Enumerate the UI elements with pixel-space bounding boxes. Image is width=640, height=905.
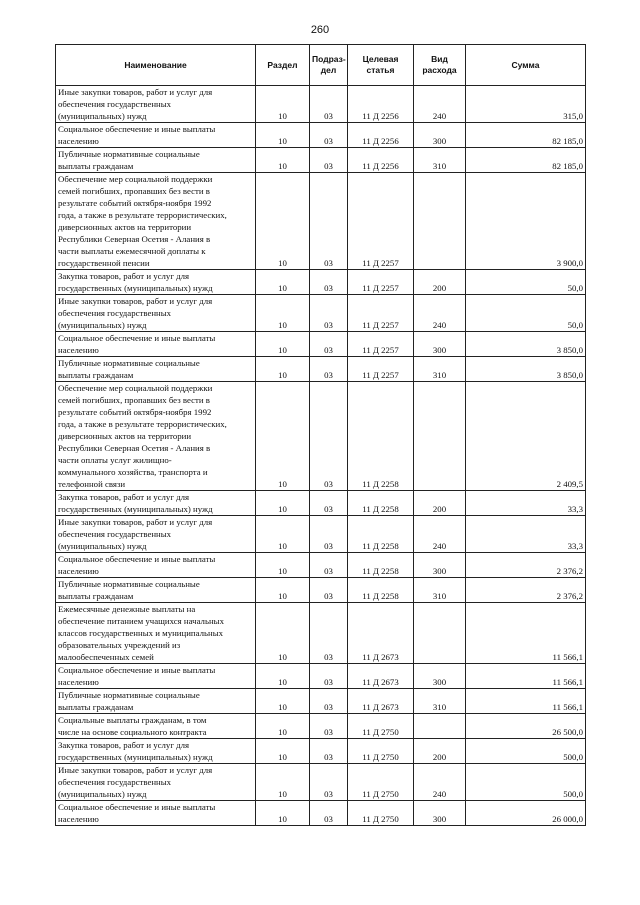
row-article-cell: 11 Д 2673	[348, 664, 414, 689]
row-amount-cell: 315,0	[466, 86, 586, 123]
header-expense-type: Вид расхода	[414, 45, 466, 86]
row-subsection-cell: 03	[310, 578, 348, 603]
row-name-cell: Публичные нормативные социальные выплаты гражданам	[56, 578, 256, 603]
row-article-cell: 11 Д 2750	[348, 739, 414, 764]
row-name-cell: Иные закупки товаров, работ и услуг для обеспечения государственных (муниципальных) нужд	[56, 764, 256, 801]
row-section-cell: 10	[256, 689, 310, 714]
row-name-cell: Иные закупки товаров, работ и услуг для обеспечения государственных (муниципальных) нужд	[56, 86, 256, 123]
row-article-cell: 11 Д 2257	[348, 295, 414, 332]
header-section: Раздел	[256, 45, 310, 86]
header-target-article: Целевая статья	[348, 45, 414, 86]
row-kind-cell: 310	[414, 578, 466, 603]
row-kind-cell: 310	[414, 357, 466, 382]
row-subsection-cell: 03	[310, 295, 348, 332]
row-subsection-cell: 03	[310, 491, 348, 516]
budget-table	[55, 44, 586, 826]
row-section-cell: 10	[256, 382, 310, 491]
row-article-cell: 11 Д 2258	[348, 553, 414, 578]
row-amount-cell: 500,0	[466, 764, 586, 801]
row-name-cell: Социальное обеспечение и иные выплаты населению	[56, 123, 256, 148]
row-name-cell: Обеспечение мер социальной поддержки семей погибших, пропавших без вести в результате событий октября-ноября 1992 года, а также в результате террористических, диверсионных актов на территории Республики Северная Осетия - Алания в части оплаты услуг жилищно- коммунального хозяйства, транспорта и телефонной связи	[56, 382, 256, 491]
row-subsection-cell: 03	[310, 553, 348, 578]
row-amount-cell: 82 185,0	[466, 148, 586, 173]
row-article-cell: 11 Д 2750	[348, 714, 414, 739]
row-section-cell: 10	[256, 295, 310, 332]
row-kind-cell: 300	[414, 801, 466, 826]
row-kind-cell: 300	[414, 664, 466, 689]
table-row	[56, 553, 586, 578]
table-row	[56, 714, 586, 739]
row-kind-cell: 310	[414, 148, 466, 173]
row-article-cell: 11 Д 2257	[348, 332, 414, 357]
row-amount-cell: 11 566,1	[466, 689, 586, 714]
table-row	[56, 123, 586, 148]
row-kind-cell: 240	[414, 86, 466, 123]
row-article-cell: 11 Д 2256	[348, 123, 414, 148]
row-article-cell: 11 Д 2673	[348, 603, 414, 664]
row-name-cell: Социальное обеспечение и иные выплаты населению	[56, 801, 256, 826]
row-name-cell: Публичные нормативные социальные выплаты гражданам	[56, 689, 256, 714]
table-row	[56, 764, 586, 801]
table-row	[56, 295, 586, 332]
row-amount-cell: 50,0	[466, 295, 586, 332]
row-name-cell: Социальное обеспечение и иные выплаты населению	[56, 664, 256, 689]
row-amount-cell: 11 566,1	[466, 603, 586, 664]
row-name-cell: Ежемесячные денежные выплаты на обеспечение питанием учащихся начальных классов государственных и муниципальных образовательных учреждений из малообеспеченных семей	[56, 603, 256, 664]
row-subsection-cell: 03	[310, 764, 348, 801]
row-section-cell: 10	[256, 739, 310, 764]
row-section-cell: 10	[256, 173, 310, 270]
table-row	[56, 664, 586, 689]
table-row	[56, 801, 586, 826]
page-number: 260	[310, 24, 330, 36]
table-row	[56, 603, 586, 664]
row-section-cell: 10	[256, 764, 310, 801]
table-row	[56, 739, 586, 764]
row-section-cell: 10	[256, 123, 310, 148]
row-amount-cell: 26 000,0	[466, 801, 586, 826]
row-article-cell: 11 Д 2257	[348, 173, 414, 270]
row-subsection-cell: 03	[310, 357, 348, 382]
table-header-row	[56, 45, 586, 86]
row-amount-cell: 2 376,2	[466, 578, 586, 603]
row-section-cell: 10	[256, 332, 310, 357]
row-name-cell: Иные закупки товаров, работ и услуг для обеспечения государственных (муниципальных) нужд	[56, 295, 256, 332]
row-kind-cell: 200	[414, 491, 466, 516]
row-name-cell: Закупка товаров, работ и услуг для государственных (муниципальных) нужд	[56, 491, 256, 516]
row-amount-cell: 3 900,0	[466, 173, 586, 270]
row-kind-cell: 240	[414, 764, 466, 801]
row-article-cell: 11 Д 2258	[348, 516, 414, 553]
row-name-cell: Закупка товаров, работ и услуг для государственных (муниципальных) нужд	[56, 739, 256, 764]
row-subsection-cell: 03	[310, 148, 348, 173]
row-name-cell: Публичные нормативные социальные выплаты гражданам	[56, 148, 256, 173]
row-section-cell: 10	[256, 86, 310, 123]
row-article-cell: 11 Д 2258	[348, 578, 414, 603]
table-row	[56, 173, 586, 270]
row-subsection-cell: 03	[310, 173, 348, 270]
row-kind-cell: 200	[414, 739, 466, 764]
row-article-cell: 11 Д 2673	[348, 689, 414, 714]
row-amount-cell: 3 850,0	[466, 357, 586, 382]
row-subsection-cell: 03	[310, 603, 348, 664]
row-amount-cell: 33,3	[466, 516, 586, 553]
header-amount: Сумма	[466, 45, 586, 86]
table-row	[56, 689, 586, 714]
row-kind-cell	[414, 382, 466, 491]
table-row	[56, 332, 586, 357]
table-row	[56, 491, 586, 516]
row-amount-cell: 50,0	[466, 270, 586, 295]
row-article-cell: 11 Д 2750	[348, 801, 414, 826]
row-name-cell: Социальное обеспечение и иные выплаты населению	[56, 553, 256, 578]
row-section-cell: 10	[256, 553, 310, 578]
row-kind-cell: 310	[414, 689, 466, 714]
row-name-cell: Социальное обеспечение и иные выплаты населению	[56, 332, 256, 357]
row-kind-cell: 200	[414, 270, 466, 295]
row-kind-cell	[414, 714, 466, 739]
table-row	[56, 357, 586, 382]
row-name-cell: Обеспечение мер социальной поддержки семей погибших, пропавших без вести в результате событий октября-ноября 1992 года, а также в результате террористических, диверсионных актов на территории Республики Северная Осетия - Алания в части выплаты ежемесячной доплаты к государственной пенсии	[56, 173, 256, 270]
row-subsection-cell: 03	[310, 270, 348, 295]
row-amount-cell: 500,0	[466, 739, 586, 764]
row-section-cell: 10	[256, 491, 310, 516]
row-article-cell: 11 Д 2257	[348, 357, 414, 382]
table-row	[56, 148, 586, 173]
row-section-cell: 10	[256, 801, 310, 826]
row-subsection-cell: 03	[310, 516, 348, 553]
table-row	[56, 270, 586, 295]
row-article-cell: 11 Д 2258	[348, 491, 414, 516]
row-amount-cell: 82 185,0	[466, 123, 586, 148]
row-section-cell: 10	[256, 664, 310, 689]
row-kind-cell	[414, 603, 466, 664]
row-kind-cell: 300	[414, 553, 466, 578]
header-subsection: Подраз- дел	[310, 45, 348, 86]
row-section-cell: 10	[256, 578, 310, 603]
row-amount-cell: 2 376,2	[466, 553, 586, 578]
row-amount-cell: 26 500,0	[466, 714, 586, 739]
row-kind-cell: 240	[414, 295, 466, 332]
row-subsection-cell: 03	[310, 86, 348, 123]
row-kind-cell	[414, 173, 466, 270]
row-subsection-cell: 03	[310, 689, 348, 714]
table-row	[56, 86, 586, 123]
row-subsection-cell: 03	[310, 801, 348, 826]
row-name-cell: Иные закупки товаров, работ и услуг для обеспечения государственных (муниципальных) нужд	[56, 516, 256, 553]
row-section-cell: 10	[256, 714, 310, 739]
row-section-cell: 10	[256, 603, 310, 664]
row-subsection-cell: 03	[310, 332, 348, 357]
row-section-cell: 10	[256, 148, 310, 173]
row-subsection-cell: 03	[310, 739, 348, 764]
row-subsection-cell: 03	[310, 714, 348, 739]
row-amount-cell: 11 566,1	[466, 664, 586, 689]
row-kind-cell: 300	[414, 332, 466, 357]
row-article-cell: 11 Д 2257	[348, 270, 414, 295]
row-section-cell: 10	[256, 357, 310, 382]
header-name: Наименование	[56, 45, 256, 86]
table-row	[56, 516, 586, 553]
row-subsection-cell: 03	[310, 123, 348, 148]
row-article-cell: 11 Д 2256	[348, 86, 414, 123]
table-row	[56, 382, 586, 491]
row-kind-cell: 300	[414, 123, 466, 148]
row-article-cell: 11 Д 2258	[348, 382, 414, 491]
row-amount-cell: 33,3	[466, 491, 586, 516]
row-subsection-cell: 03	[310, 664, 348, 689]
table-body	[56, 86, 586, 826]
row-article-cell: 11 Д 2750	[348, 764, 414, 801]
row-article-cell: 11 Д 2256	[348, 148, 414, 173]
row-name-cell: Закупка товаров, работ и услуг для государственных (муниципальных) нужд	[56, 270, 256, 295]
row-name-cell: Публичные нормативные социальные выплаты гражданам	[56, 357, 256, 382]
table-row	[56, 578, 586, 603]
row-kind-cell: 240	[414, 516, 466, 553]
row-amount-cell: 3 850,0	[466, 332, 586, 357]
row-name-cell: Социальные выплаты гражданам, в том числе на основе социального контракта	[56, 714, 256, 739]
row-section-cell: 10	[256, 516, 310, 553]
row-section-cell: 10	[256, 270, 310, 295]
row-amount-cell: 2 409,5	[466, 382, 586, 491]
row-subsection-cell: 03	[310, 382, 348, 491]
